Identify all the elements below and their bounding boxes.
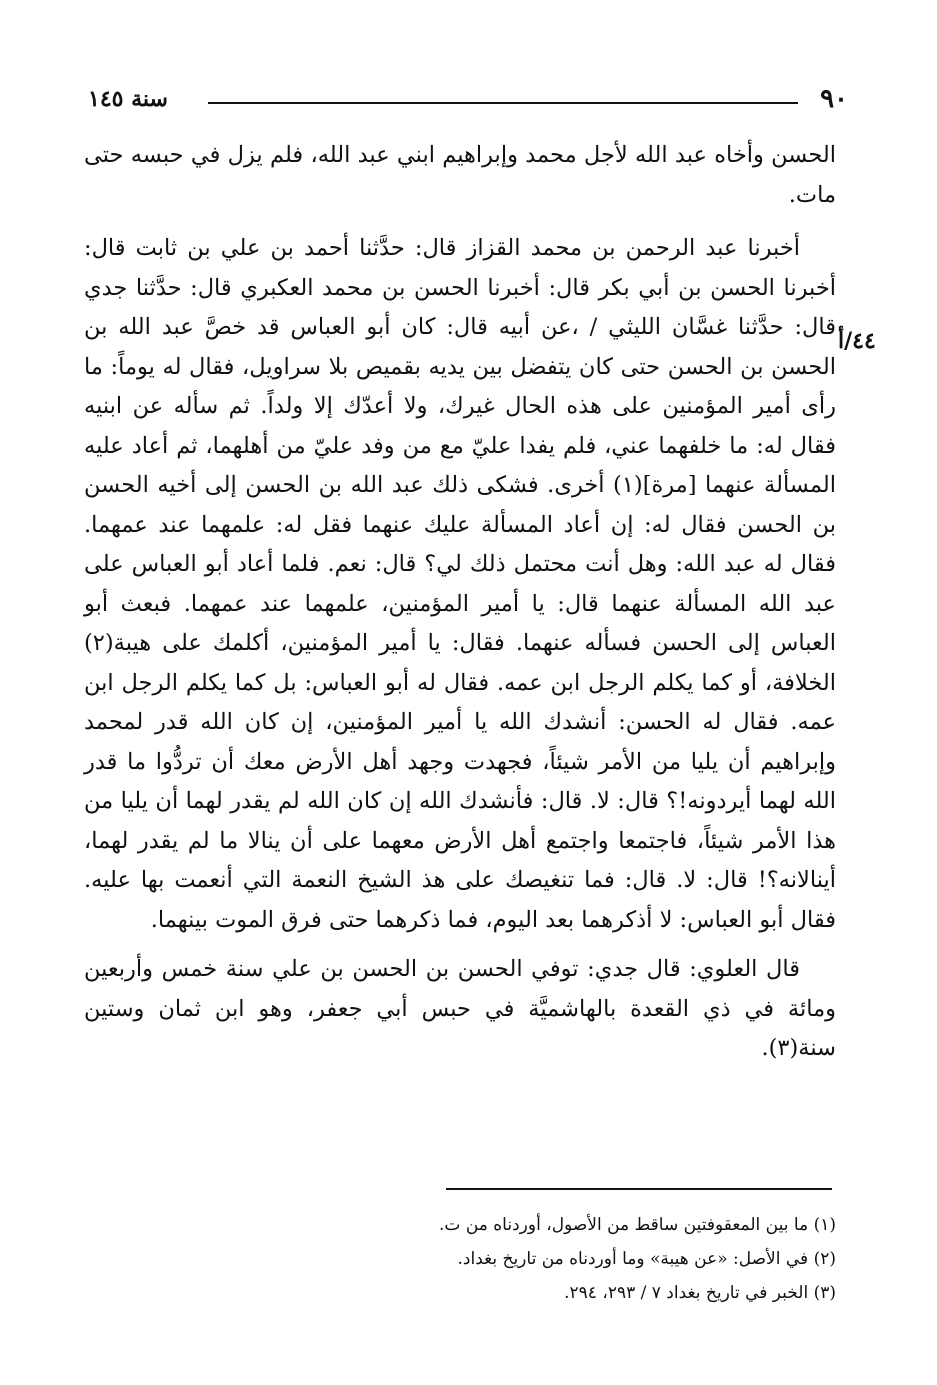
footnote-rule: [446, 1188, 832, 1190]
running-title: سنة ١٤٥: [88, 86, 168, 112]
paragraph-2-text: أخبرنا عبد الرحمن بن محمد القزاز قال: حدَّثنا أحمد بن علي بن ثابت قال: أخبرنا الحسن بن أبي بكر قال: أخبرنا الحسن بن محمد العكبري قال: حدَّثنا جدي قال: حدَّثنا غسَّان الليثي / ،عن أبيه قال: كان أبو العباس قد خصَّ عبد الله بن الحسن بن الحسن حتى كان يتفضل بين يديه بقميص بلا سراويل، فقال له يوماً: ما رأى أمير المؤمنين على هذه الحال غيرك، ولا أعدّك إلا ولداً. ثم سأله عن ابنيه فقال له: ما خلفهما عني، فلم يفدا عليّ مع من وفد عليّ من أهلهما، ثم أعاد عليه المسألة عنهما [مرة](١) أخرى. فشكى ذلك عبد الله بن الحسن إلى أخيه الحسن بن الحسن فقال له: إن أعاد المسألة عليك عنهما فقل له: علمهما عند عمهما. فقال له عبد الله: وهل أنت محتمل ذلك لي؟ قال: نعم. فلما أعاد أبو العباس على عبد الله المسألة عنهما قال: يا أمير المؤمنين، علمهما عند عمهما. فبعث أبو العباس إلى الحسن فسأله عنهما. فقال: يا أمير المؤمنين، أكلمك على هيبة(٢) الخلافة، أو كما يكلم الرجل ابن عمه. فقال له أبو العباس: بل كما يكلم الرجل ابن عمه. فقال له الحسن: أنشدك الله يا أمير المؤمنين، إن كان الله قدر لمحمد وإبراهيم أن يليا من الأمر شيئاً، فجهدت وجهد أهل الأرض معك أن تردُّوا ما قدر الله لهما أيردونه!؟ قال: لا. قال: فأنشدك الله إن كان الله لم يقدر لهما أن يليا من هذا الأمر شيئاً، فاجتمعا واجتمع أهل الأرض معهما على أن ينالا ما لم يقدر لهما، أينالانه؟! قال: لا. قال: فما تنغيصك على هذ الشيخ النعمة التي أنعمت بها عليه. فقال أبو العباس: لا أذكرهما بعد اليوم، فما ذكرهما حتى فرق الموت بينهما.: [84, 235, 836, 933]
page-header: [88, 82, 848, 122]
manuscript-folio-note: ٤٤/أ: [838, 328, 876, 354]
paragraph-3-text: قال العلوي: قال جدي: توفي الحسن بن الحسن بن علي سنة خمس وأربعين ومائة في ذي القعدة بالهاشميَّة في حبس أبي جعفر، وهو ابن ثمان وستين سنة(٣).: [84, 956, 836, 1061]
paragraph-3: [84, 950, 836, 1069]
footnote-2: (٢) في الأصل: «عن هيبة» وما أوردناه من تاريخ بغداد.: [457, 1249, 836, 1269]
page-number: ٩٠: [820, 84, 848, 114]
paragraph-2: [84, 229, 836, 940]
footnote-3: (٣) الخبر في تاريخ بغداد ٧ / ٢٩٣، ٢٩٤.: [564, 1283, 836, 1303]
main-text: [84, 136, 836, 1069]
header-rule: [208, 102, 798, 104]
footnotes: [300, 1208, 836, 1310]
paragraph-1: الحسن وأخاه عبد الله لأجل محمد وإبراهيم ابني عبد الله، فلم يزل في حبسه حتى مات.: [84, 142, 836, 208]
footnote-1: (١) ما بين المعقوفتين ساقط من الأصول، أوردناه من ت.: [439, 1215, 836, 1235]
